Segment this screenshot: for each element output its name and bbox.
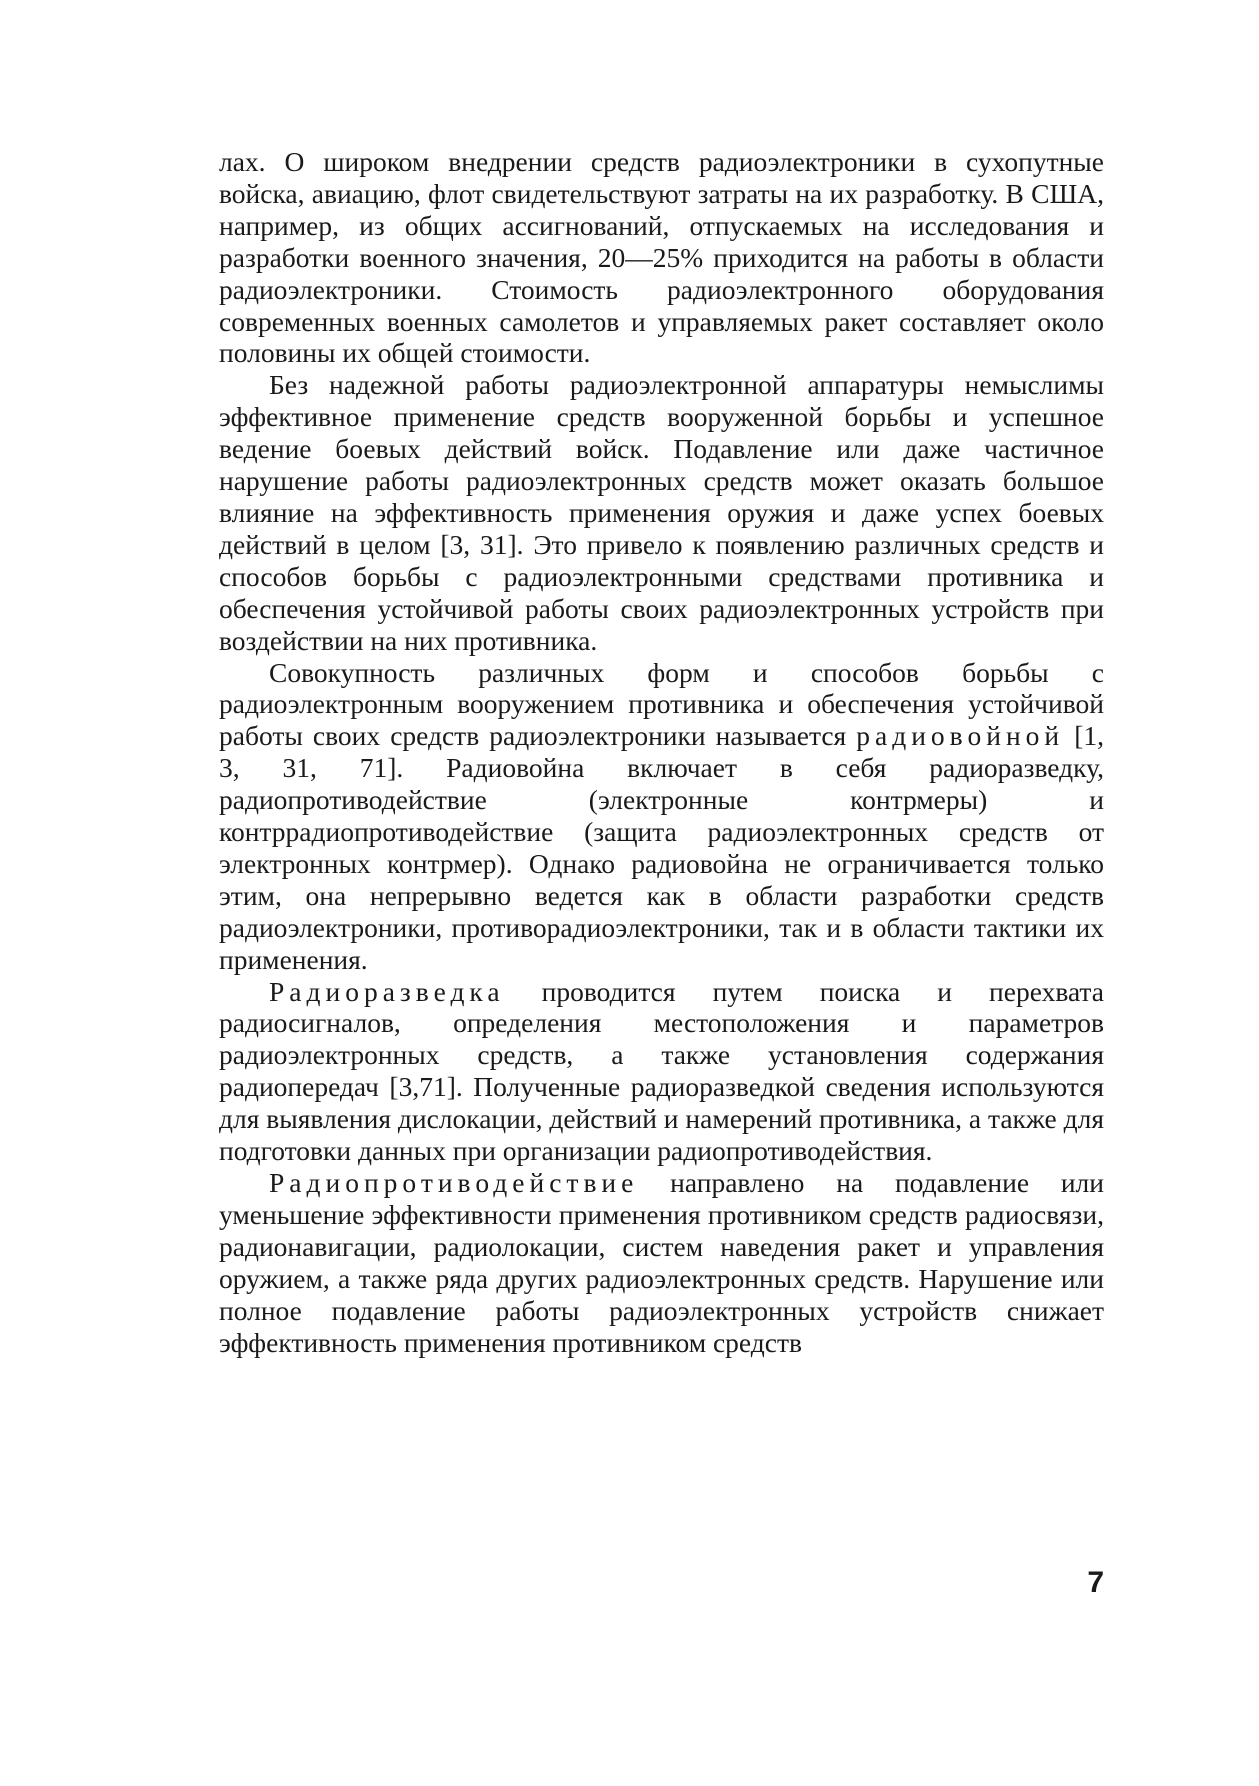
paragraph-3-text-end: [1, 3, 31, 71]. Радиовойна включает в себя радиоразведку, радиопротиводействие (электронные контрмеры) и контррадиопротиводействие (защита радиоэлектронных средств от электронных контрмер). Однако радиовойна не ограничивается только этим, она непрерывно ведется как в области разработки средств радиоэлектроники, противорадиоэлектроники, так и в области тактики их применения.	[219, 720, 1104, 975]
page-number: 7	[1087, 1566, 1104, 1599]
paragraph-1-text: лах. О широком внедрении средств радиоэлектроники в сухопутные войска, авиацию, флот свидетельствуют затраты на их разработку. В США, например, из общих ассигнований, отпускаемых на исследования и разработки военного значения, 20—25% приходится на работы в области радиоэлектроники. Стоимость радиоэлектронного оборудования современных военных самолетов и управляемых ракет составляет около половины их общей стоимости.	[219, 146, 1104, 369]
term-radiowar: радиовойной	[856, 720, 1065, 752]
body-text	[219, 146, 1104, 1358]
term-radio-reconnaissance: Радиоразведка	[269, 975, 505, 1007]
paragraph-4	[219, 976, 1104, 1167]
term-radio-countermeasures: Радиопротиводействие	[269, 1167, 639, 1198]
paragraph-3-text-start: Совокупность различных форм и способов борьбы с радиоэлектронным вооружением противника и обеспечения устойчивой работы своих средств радиоэлектроники называется	[219, 656, 1104, 752]
paragraph-5	[219, 1167, 1104, 1358]
paragraph-2-text: Без надежной работы радиоэлектронной аппаратуры немыслимы эффективное применение средств вооруженной борьбы и успешное ведение боевых действий войск. Подавление или даже частичное нарушение работы радиоэлектронных средств может оказать большое влияние на эффективность применения оружия и даже успех боевых действий в целом [3, 31]. Это привело к появлению различных средств и способов борьбы с радиоэлектронными средствами противника и обеспечения устойчивой работы своих радиоэлектронных устройств при воздействии на них противника.	[219, 369, 1104, 656]
paragraph-1	[219, 146, 1104, 369]
paragraph-3	[219, 657, 1104, 976]
paragraph-5-text: направлено на подавление или уменьшение эффективности применения противником средств радиосвязи, радионавигации, радиолокации, систем наведения ракет и управления оружием, а также ряда других радиоэлектронных средств. Нарушение или полное подавление работы радиоэлектронных устройств снижает эффективность применения противником средств	[219, 1167, 1104, 1358]
paragraph-2	[219, 369, 1104, 656]
paragraph-4-text: проводится путем поиска и перехвата радиосигналов, определения местоположения и параметров радиоэлектронных средств, а также установления содержания радиопередач [3,71]. Полученные радиоразведкой сведения используются для выявления дислокации, действий и намерений противника, а также для подготовки данных при организации радиопротиводействия.	[219, 975, 1104, 1167]
